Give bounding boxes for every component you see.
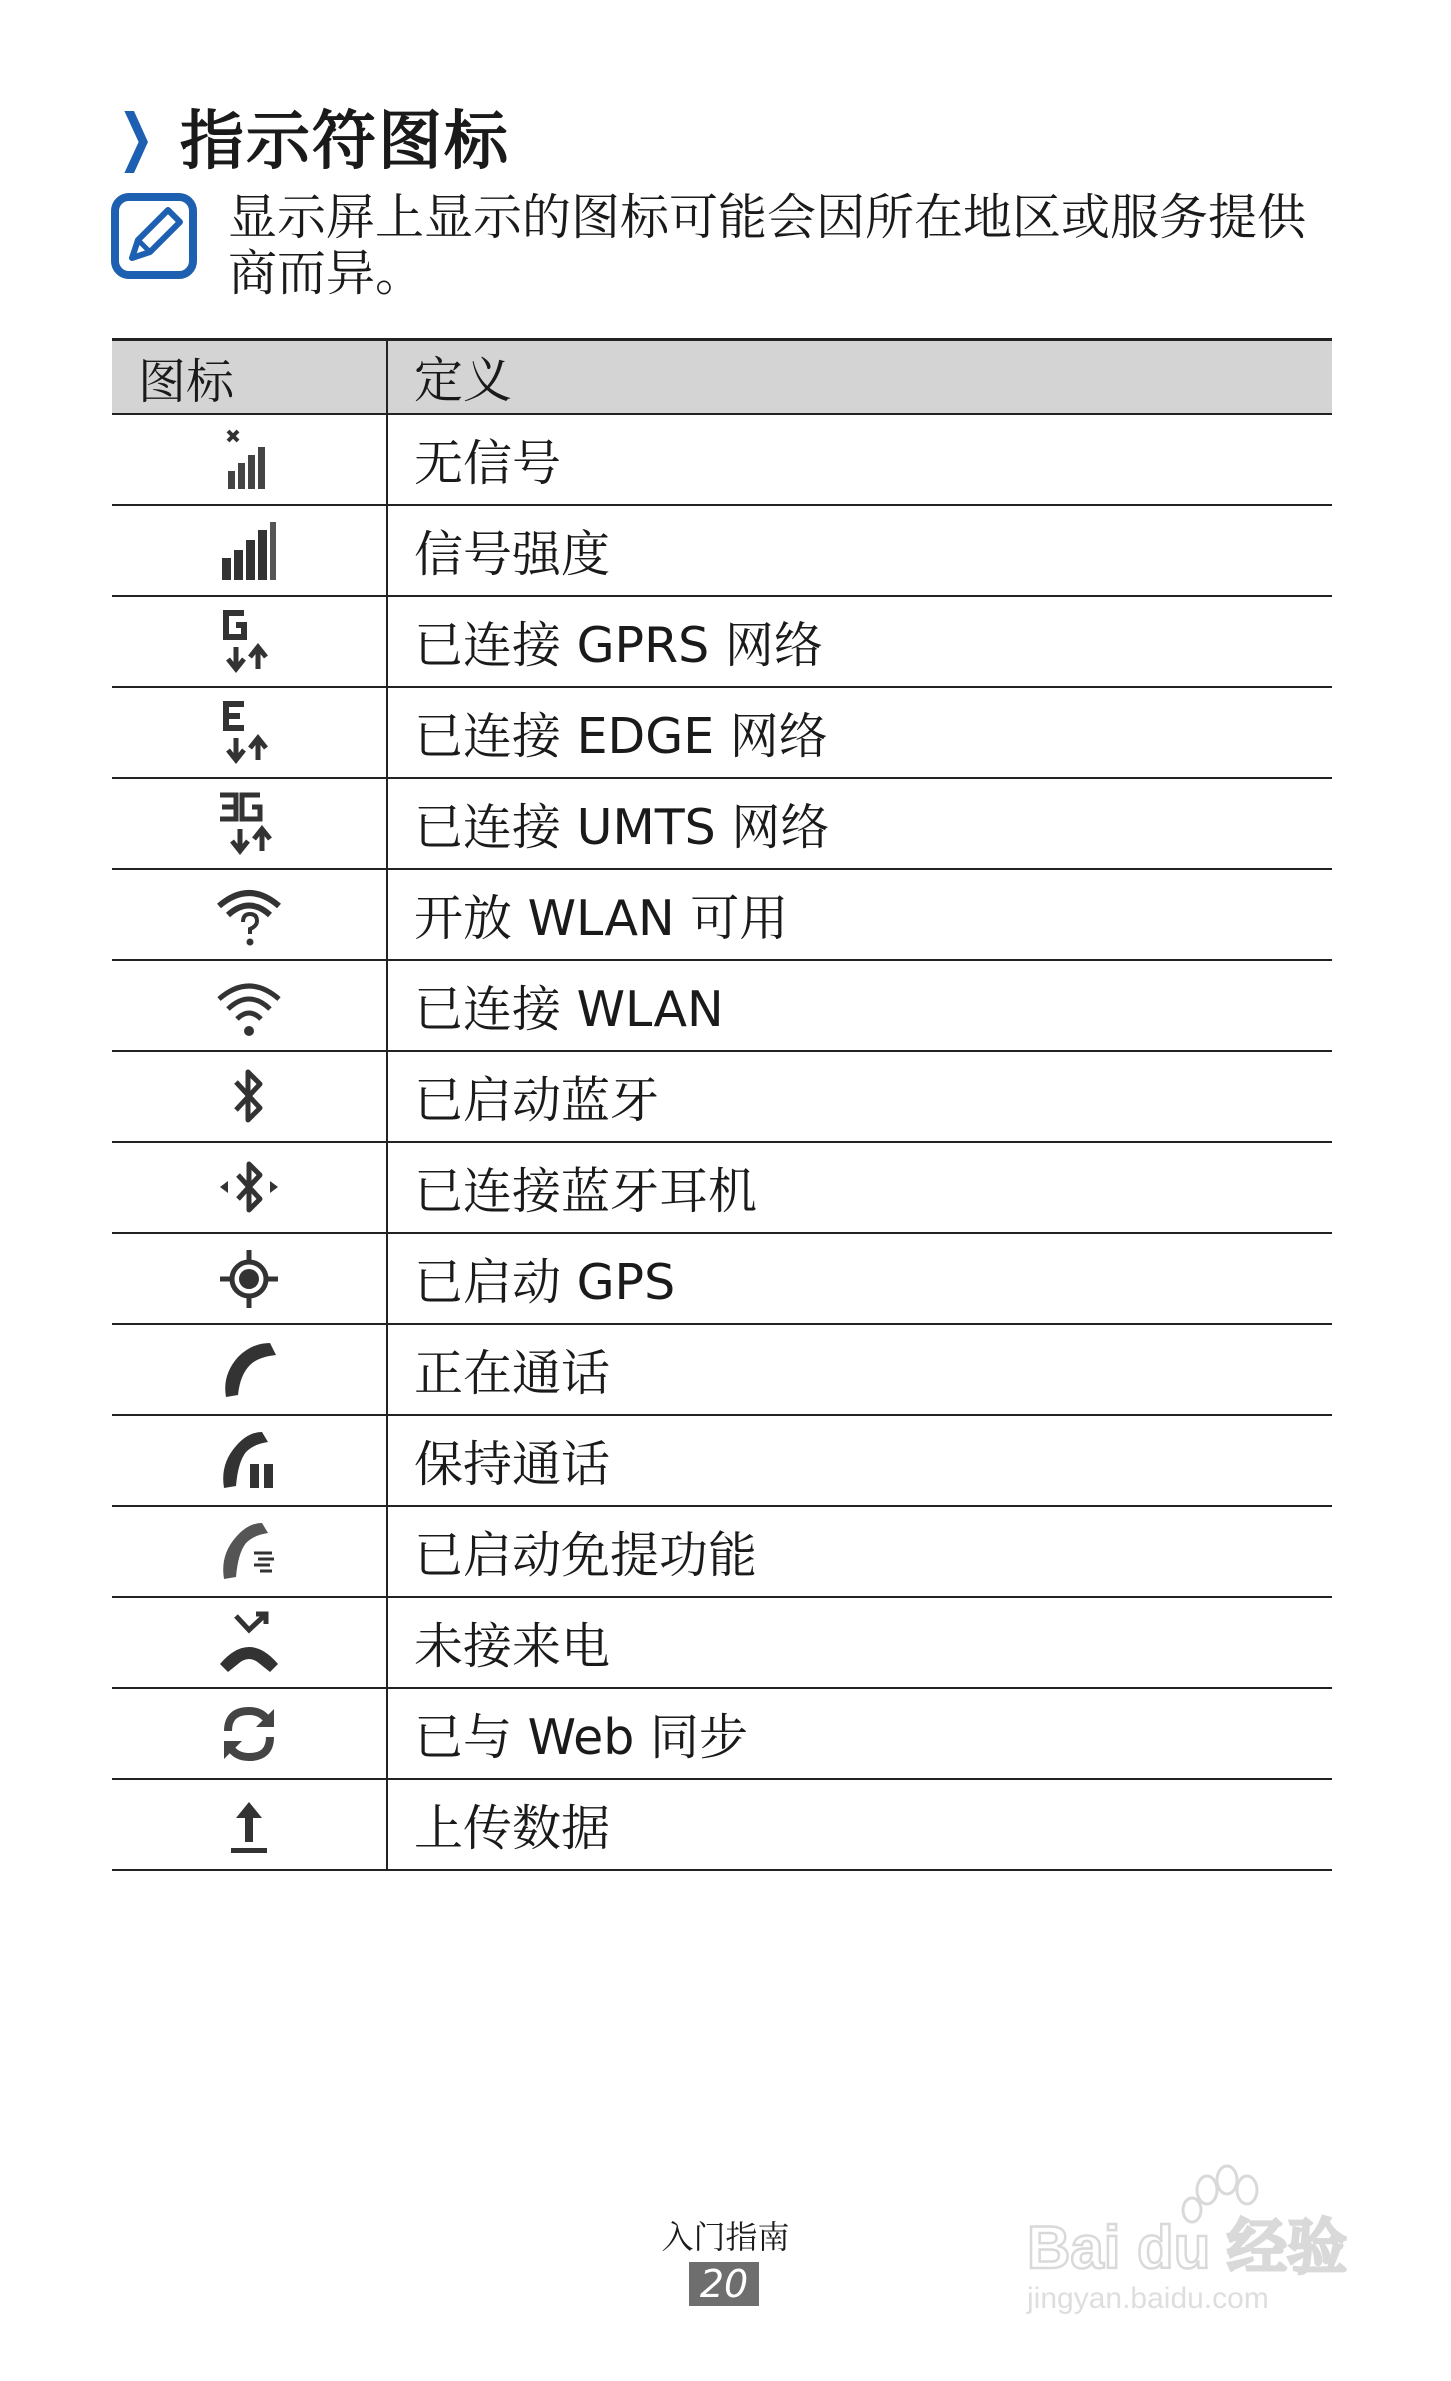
signal-strength-icon xyxy=(214,516,284,586)
table-header-row xyxy=(112,340,1332,415)
chevron-right-icon: ❯ xyxy=(117,99,155,173)
definition-text: 已启动免提功能 xyxy=(387,1506,1332,1597)
edge-icon xyxy=(214,698,284,768)
note-text: 显示屏上显示的图标可能会因所在地区或服务提供商而异。 xyxy=(228,189,1307,302)
table-row xyxy=(112,1324,1332,1415)
definition-text: 开放 WLAN 可用 xyxy=(387,869,1332,960)
table-row xyxy=(112,1688,1332,1779)
page-number: 20 xyxy=(689,2262,759,2306)
definition-text: 已启动蓝牙 xyxy=(387,1051,1332,1142)
table-row xyxy=(112,1779,1332,1870)
baidu-jingyan-watermark xyxy=(1022,2150,1362,2320)
indicator-icons-table xyxy=(112,338,1332,1871)
definition-text: 未接来电 xyxy=(387,1597,1332,1688)
table-row xyxy=(112,778,1332,869)
note-box xyxy=(110,190,1340,305)
table-row xyxy=(112,1415,1332,1506)
wlan-connected-icon xyxy=(214,971,284,1041)
svg-text:Bai du 经验: Bai du 经验 xyxy=(1027,2214,1348,2281)
table-row xyxy=(112,1506,1332,1597)
section-heading xyxy=(110,96,510,179)
definition-text: 已与 Web 同步 xyxy=(387,1688,1332,1779)
definition-text: 信号强度 xyxy=(387,505,1332,596)
missed-call-icon xyxy=(214,1608,284,1678)
umts-3g-icon xyxy=(214,789,284,859)
definition-text: 已连接 GPRS 网络 xyxy=(387,596,1332,687)
header-icon: 图标 xyxy=(112,340,387,415)
definition-text: 无信号 xyxy=(387,414,1332,505)
footer-section-name: 入门指南 xyxy=(661,2218,790,2256)
bluetooth-headset-icon xyxy=(214,1153,284,1223)
web-sync-icon xyxy=(214,1699,284,1769)
definition-text: 已连接 UMTS 网络 xyxy=(387,778,1332,869)
definition-text: 已连接蓝牙耳机 xyxy=(387,1142,1332,1233)
table-row xyxy=(112,960,1332,1051)
table-row xyxy=(112,1597,1332,1688)
definition-text: 已连接 EDGE 网络 xyxy=(387,687,1332,778)
call-on-hold-icon xyxy=(214,1426,284,1496)
upload-data-icon xyxy=(214,1790,284,1860)
definition-text: 保持通话 xyxy=(387,1415,1332,1506)
bluetooth-icon xyxy=(214,1062,284,1132)
definition-text: 已启动 GPS xyxy=(387,1233,1332,1324)
no-signal-icon xyxy=(214,425,284,495)
speakerphone-icon xyxy=(214,1517,284,1587)
table-row xyxy=(112,414,1332,505)
section-title: 指示符图标 xyxy=(179,105,510,179)
definition-text: 已连接 WLAN xyxy=(387,960,1332,1051)
svg-text:jingyan.baidu.com: jingyan.baidu.com xyxy=(1027,2282,1269,2315)
definition-text: 正在通话 xyxy=(387,1324,1332,1415)
gprs-icon xyxy=(214,607,284,677)
note-pencil-icon xyxy=(110,192,198,280)
header-definition: 定义 xyxy=(387,340,1332,415)
table-row xyxy=(112,1142,1332,1233)
open-wlan-icon xyxy=(214,880,284,950)
table-row xyxy=(112,505,1332,596)
table-row xyxy=(112,596,1332,687)
definition-text: 上传数据 xyxy=(387,1779,1332,1870)
table-row xyxy=(112,1233,1332,1324)
call-in-progress-icon xyxy=(214,1335,284,1405)
table-row xyxy=(112,687,1332,778)
gps-icon xyxy=(214,1244,284,1314)
table-row xyxy=(112,869,1332,960)
table-row xyxy=(112,1051,1332,1142)
